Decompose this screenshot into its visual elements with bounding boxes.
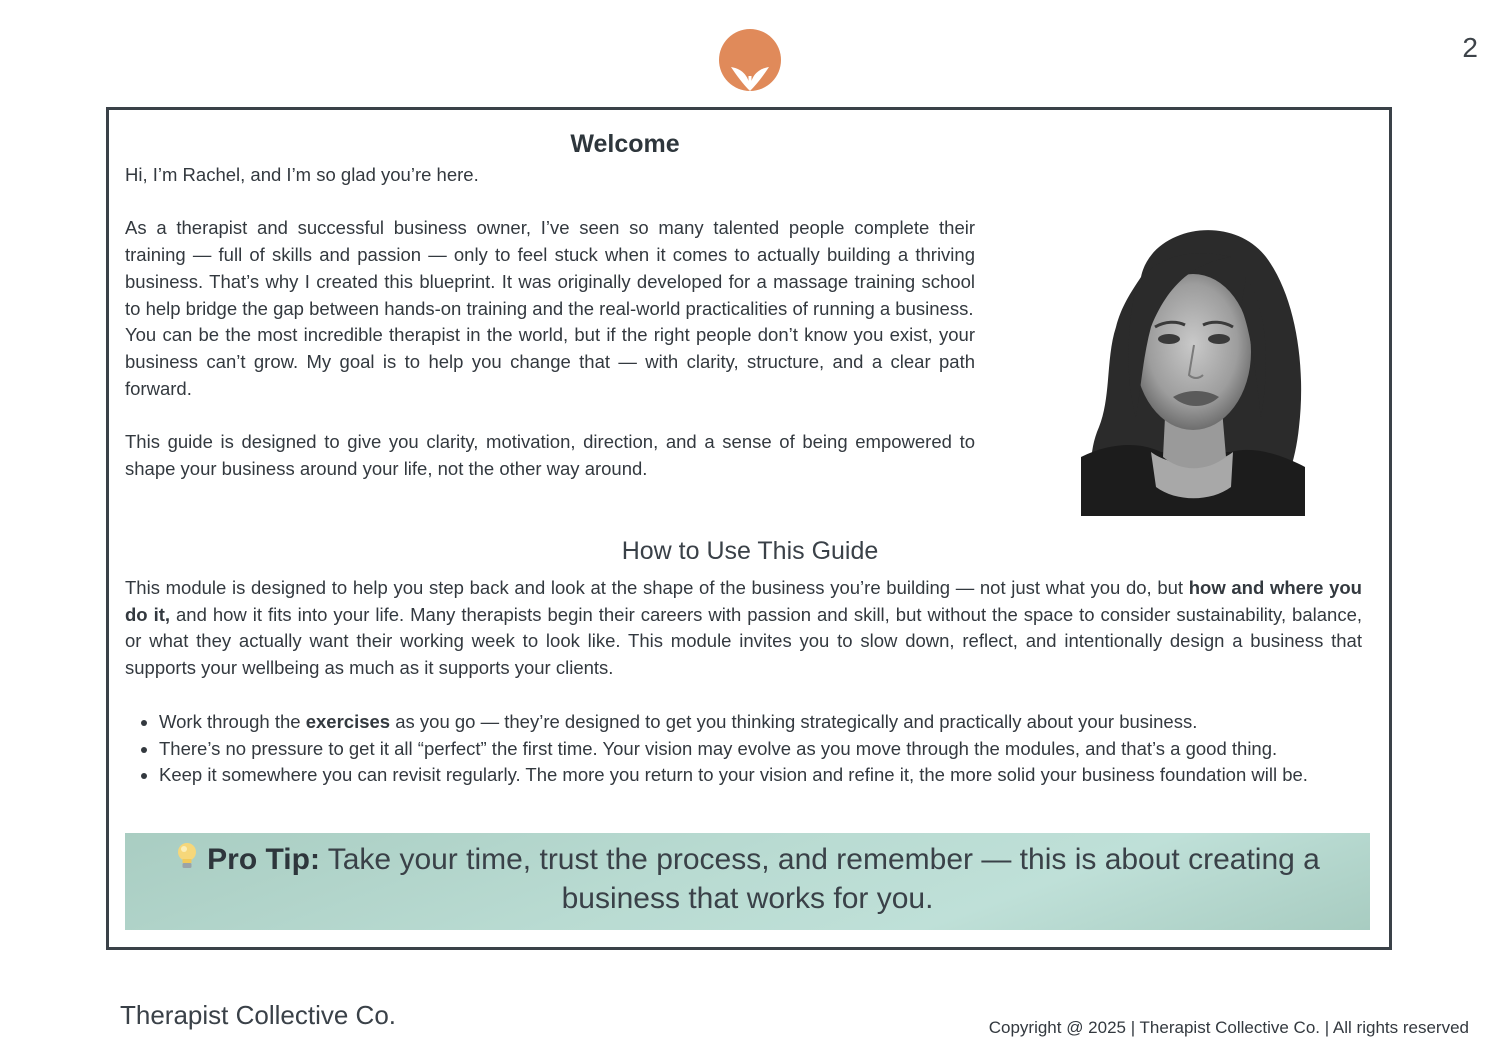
pro-tip-text: Take your time, trust the process, and remember — this is about creating a business that works for you. [327,843,1320,915]
howto-text: and how it fits into your life. Many therapists begin their careers with passion and skill, but without the space to consider sustainability, balance, or what they actually want their working week to look like. This module invites you to slow down, reflect, and intentionally design a business that supports your wellbeing as much as it supports your clients. [125,603,1362,679]
howto-paragraph [125,575,1362,682]
howto-emphasis: how and where you do it, [125,577,1362,625]
list-item: • There’s no pressure to get it all “perfect” the first time. Your vision may evolve as you move through the modules, and that’s a good thing. [159,736,1362,763]
list-item-text: as you go — they’re designed to get you thinking strategically and practically about your business. [390,711,1198,732]
pro-tip-label: Pro Tip: [207,843,320,876]
list-item-text: Work through the [159,711,306,732]
welcome-paragraph: You can be the most incredible therapist in the world, but if the right people don’t know you exist, your business can’t grow. My goal is to help you change that — with clarity, structure, and a clear path forward. [125,324,975,399]
howto-text: This module is designed to help you step back and look at the shape of the business you’re building — not just what you do, but [125,577,1189,598]
lightbulb-icon [175,841,199,871]
greeting: Hi, I’m Rachel, and I’m so glad you’re here. [125,164,479,185]
welcome-text [125,162,975,482]
pro-tip-banner [125,833,1370,930]
welcome-paragraph: As a therapist and successful business owner, I’ve seen so many talented people complete their training — full of skills and passion — only to feel stuck when it comes to actually building a thriving business. That’s why I created this blueprint. It was originally developed for a massage training school to help bridge the gap between hands-on training and the real-world practicalities of running a business. [125,217,975,319]
author-photo [1081,217,1305,516]
welcome-paragraph: This guide is designed to give you clarity, motivation, direction, and a sense of being empowered to shape your business around your life, not the other way around. [125,431,975,479]
tips-list [125,709,1362,789]
list-item: • Keep it somewhere you can revisit regularly. The more you return to your vision and refine it, the more solid your business foundation will be. [159,762,1362,789]
list-item [159,709,1362,736]
howto-heading: How to Use This Guide [621,537,879,565]
leaf-logo-icon [719,29,781,91]
page-number: 2 [1462,32,1478,63]
footer-brand: Therapist Collective Co. [120,1000,396,1030]
welcome-heading: Welcome [570,130,680,158]
footer-copyright: Copyright @ 2025 | Therapist Collective Co. | All rights reserved [988,1018,1469,1037]
list-item-emphasis: exercises [305,711,391,732]
